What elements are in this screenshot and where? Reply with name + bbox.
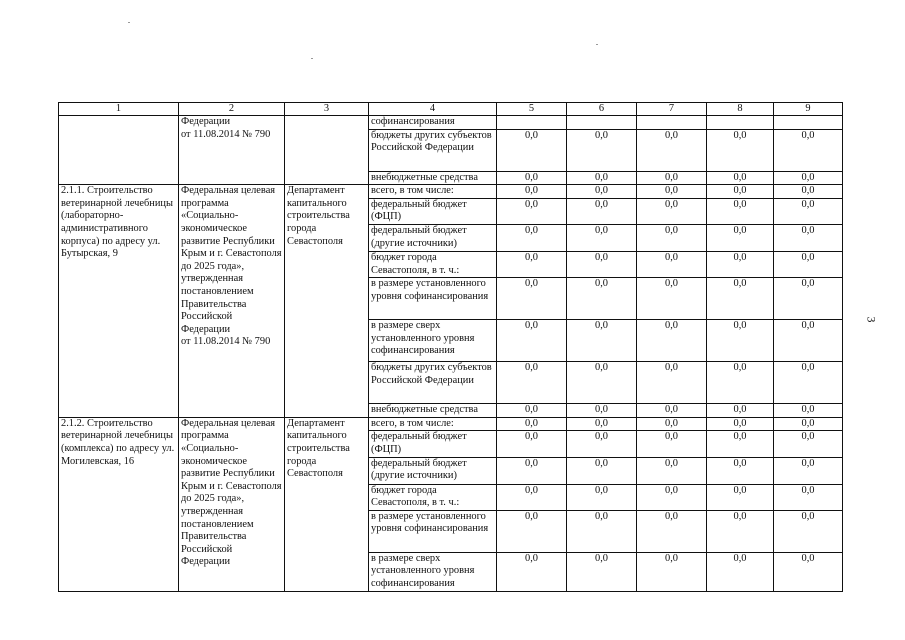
value-cell-year-5: 0,0 bbox=[774, 404, 843, 418]
value-cell-year-2: 0,0 bbox=[567, 198, 637, 224]
value-cell-year-3: 0,0 bbox=[637, 224, 707, 251]
col-header-5: 5 bbox=[497, 103, 567, 116]
value-cell-year-5: 0,0 bbox=[774, 224, 843, 251]
value-cell-year-2: 0,0 bbox=[567, 552, 637, 591]
value-cell-year-5: 0,0 bbox=[774, 510, 843, 552]
value-cell-year-3: 0,0 bbox=[637, 484, 707, 510]
value-cell-year-5: 0,0 bbox=[774, 484, 843, 510]
program-cell: Федеральная целевая программа «Социально-экономическое развитие Республики Крым и г. Севастополя до 2025 года», утвержденная постановлением Правительства Российской Федерации bbox=[179, 417, 285, 591]
value-cell-year-3: 0,0 bbox=[637, 431, 707, 457]
value-cell-year-3: 0,0 bbox=[637, 510, 707, 552]
value-cell-year-5: 0,0 bbox=[774, 171, 843, 185]
value-cell-year-2: 0,0 bbox=[567, 417, 637, 431]
value-cell-year-2: 0,0 bbox=[567, 457, 637, 484]
value-cell-year-4: 0,0 bbox=[707, 251, 774, 277]
value-cell-year-2: 0,0 bbox=[567, 129, 637, 171]
funding-source-cell: в размере установленного уровня софинансирования bbox=[369, 510, 497, 552]
value-cell-year-4: 0,0 bbox=[707, 431, 774, 457]
funding-source-cell: в размере сверх установленного уровня софинансирования bbox=[369, 552, 497, 591]
col-header-3: 3 bbox=[285, 103, 369, 116]
value-cell-year-2 bbox=[567, 116, 637, 130]
value-cell-year-4: 0,0 bbox=[707, 320, 774, 362]
col-header-9: 9 bbox=[774, 103, 843, 116]
value-cell-year-4: 0,0 bbox=[707, 417, 774, 431]
value-cell-year-3: 0,0 bbox=[637, 320, 707, 362]
funding-source-cell: софинансирования bbox=[369, 116, 497, 130]
value-cell-year-4: 0,0 bbox=[707, 457, 774, 484]
value-cell-year-1: 0,0 bbox=[497, 198, 567, 224]
program-cell: Федерации от 11.08.2014 № 790 bbox=[179, 116, 285, 185]
project-name-cell: 2.1.2. Строительство ветеринарной лечебницы (комплекса) по адресу ул. Могилевская, 16 bbox=[59, 417, 179, 591]
funding-source-cell: всего, в том числе: bbox=[369, 185, 497, 199]
value-cell-year-2: 0,0 bbox=[567, 484, 637, 510]
value-cell-year-2: 0,0 bbox=[567, 171, 637, 185]
value-cell-year-3: 0,0 bbox=[637, 185, 707, 199]
value-cell-year-5: 0,0 bbox=[774, 552, 843, 591]
value-cell-year-4: 0,0 bbox=[707, 278, 774, 320]
col-header-4: 4 bbox=[369, 103, 497, 116]
value-cell-year-2: 0,0 bbox=[567, 320, 637, 362]
value-cell-year-4: 0,0 bbox=[707, 185, 774, 199]
executor-cell bbox=[285, 116, 369, 185]
value-cell-year-1: 0,0 bbox=[497, 171, 567, 185]
col-header-8: 8 bbox=[707, 103, 774, 116]
page-number: 3 bbox=[864, 316, 879, 323]
value-cell-year-1: 0,0 bbox=[497, 431, 567, 457]
value-cell-year-5 bbox=[774, 116, 843, 130]
executor-cell: Департамент капитального строительства города Севастополя bbox=[285, 185, 369, 418]
funding-source-cell: федеральный бюджет (ФЦП) bbox=[369, 198, 497, 224]
value-cell-year-3: 0,0 bbox=[637, 251, 707, 277]
funding-source-cell: федеральный бюджет (ФЦП) bbox=[369, 431, 497, 457]
value-cell-year-1: 0,0 bbox=[497, 320, 567, 362]
table-row bbox=[59, 116, 843, 130]
funding-source-cell: внебюджетные средства bbox=[369, 404, 497, 418]
value-cell-year-5: 0,0 bbox=[774, 362, 843, 404]
value-cell-year-3: 0,0 bbox=[637, 198, 707, 224]
col-header-6: 6 bbox=[567, 103, 637, 116]
col-header-1: 1 bbox=[59, 103, 179, 116]
value-cell-year-5: 0,0 bbox=[774, 457, 843, 484]
value-cell-year-4: 0,0 bbox=[707, 198, 774, 224]
funding-source-cell: в размере сверх установленного уровня софинансирования bbox=[369, 320, 497, 362]
value-cell-year-4: 0,0 bbox=[707, 552, 774, 591]
table-row bbox=[59, 185, 843, 199]
value-cell-year-3: 0,0 bbox=[637, 129, 707, 171]
value-cell-year-4: 0,0 bbox=[707, 510, 774, 552]
value-cell-year-2: 0,0 bbox=[567, 185, 637, 199]
value-cell-year-2: 0,0 bbox=[567, 224, 637, 251]
value-cell-year-1: 0,0 bbox=[497, 362, 567, 404]
value-cell-year-3: 0,0 bbox=[637, 171, 707, 185]
project-name-cell bbox=[59, 116, 179, 185]
header-row bbox=[59, 103, 843, 116]
funding-source-cell: бюджеты других субъектов Российской Федерации bbox=[369, 129, 497, 171]
value-cell-year-4: 0,0 bbox=[707, 171, 774, 185]
table-row bbox=[59, 417, 843, 431]
funding-table bbox=[58, 102, 843, 592]
value-cell-year-5: 0,0 bbox=[774, 431, 843, 457]
value-cell-year-4: 0,0 bbox=[707, 224, 774, 251]
funding-source-cell: бюджет города Севастополя, в т. ч.: bbox=[369, 251, 497, 277]
value-cell-year-4: 0,0 bbox=[707, 484, 774, 510]
col-header-2: 2 bbox=[179, 103, 285, 116]
funding-source-cell: федеральный бюджет (другие источники) bbox=[369, 224, 497, 251]
value-cell-year-5: 0,0 bbox=[774, 129, 843, 171]
value-cell-year-1: 0,0 bbox=[497, 129, 567, 171]
value-cell-year-4 bbox=[707, 116, 774, 130]
value-cell-year-1: 0,0 bbox=[497, 404, 567, 418]
project-name-cell: 2.1.1. Строительство ветеринарной лечебницы (лабораторно-административного корпуса) по адресу ул. Бутырская, 9 bbox=[59, 185, 179, 418]
scan-speck bbox=[596, 44, 598, 45]
value-cell-year-1 bbox=[497, 116, 567, 130]
funding-source-cell: бюджет города Севастополя, в т. ч.: bbox=[369, 484, 497, 510]
value-cell-year-3: 0,0 bbox=[637, 552, 707, 591]
funding-source-cell: внебюджетные средства bbox=[369, 171, 497, 185]
col-header-7: 7 bbox=[637, 103, 707, 116]
value-cell-year-5: 0,0 bbox=[774, 251, 843, 277]
value-cell-year-2: 0,0 bbox=[567, 404, 637, 418]
value-cell-year-1: 0,0 bbox=[497, 510, 567, 552]
value-cell-year-2: 0,0 bbox=[567, 510, 637, 552]
value-cell-year-5: 0,0 bbox=[774, 185, 843, 199]
value-cell-year-1: 0,0 bbox=[497, 457, 567, 484]
value-cell-year-1: 0,0 bbox=[497, 278, 567, 320]
value-cell-year-4: 0,0 bbox=[707, 404, 774, 418]
value-cell-year-2: 0,0 bbox=[567, 278, 637, 320]
funding-source-cell: всего, в том числе: bbox=[369, 417, 497, 431]
value-cell-year-1: 0,0 bbox=[497, 251, 567, 277]
funding-source-cell: в размере установленного уровня софинансирования bbox=[369, 278, 497, 320]
value-cell-year-3: 0,0 bbox=[637, 362, 707, 404]
value-cell-year-1: 0,0 bbox=[497, 552, 567, 591]
scan-speck bbox=[311, 58, 313, 59]
scan-speck bbox=[128, 22, 130, 23]
value-cell-year-3 bbox=[637, 116, 707, 130]
value-cell-year-1: 0,0 bbox=[497, 224, 567, 251]
value-cell-year-2: 0,0 bbox=[567, 431, 637, 457]
value-cell-year-3: 0,0 bbox=[637, 278, 707, 320]
value-cell-year-5: 0,0 bbox=[774, 278, 843, 320]
value-cell-year-4: 0,0 bbox=[707, 362, 774, 404]
value-cell-year-1: 0,0 bbox=[497, 417, 567, 431]
executor-cell: Департамент капитального строительства города Севастополя bbox=[285, 417, 369, 591]
value-cell-year-3: 0,0 bbox=[637, 404, 707, 418]
value-cell-year-2: 0,0 bbox=[567, 251, 637, 277]
value-cell-year-2: 0,0 bbox=[567, 362, 637, 404]
value-cell-year-5: 0,0 bbox=[774, 198, 843, 224]
value-cell-year-3: 0,0 bbox=[637, 457, 707, 484]
value-cell-year-1: 0,0 bbox=[497, 185, 567, 199]
funding-source-cell: бюджеты других субъектов Российской Федерации bbox=[369, 362, 497, 404]
value-cell-year-5: 0,0 bbox=[774, 320, 843, 362]
value-cell-year-4: 0,0 bbox=[707, 129, 774, 171]
value-cell-year-1: 0,0 bbox=[497, 484, 567, 510]
program-cell: Федеральная целевая программа «Социально-экономическое развитие Республики Крым и г. Севастополя до 2025 года», утвержденная постановлением Правительства Российской Федерации от 11.08.2014 № 790 bbox=[179, 185, 285, 418]
value-cell-year-5: 0,0 bbox=[774, 417, 843, 431]
value-cell-year-3: 0,0 bbox=[637, 417, 707, 431]
funding-source-cell: федеральный бюджет (другие источники) bbox=[369, 457, 497, 484]
